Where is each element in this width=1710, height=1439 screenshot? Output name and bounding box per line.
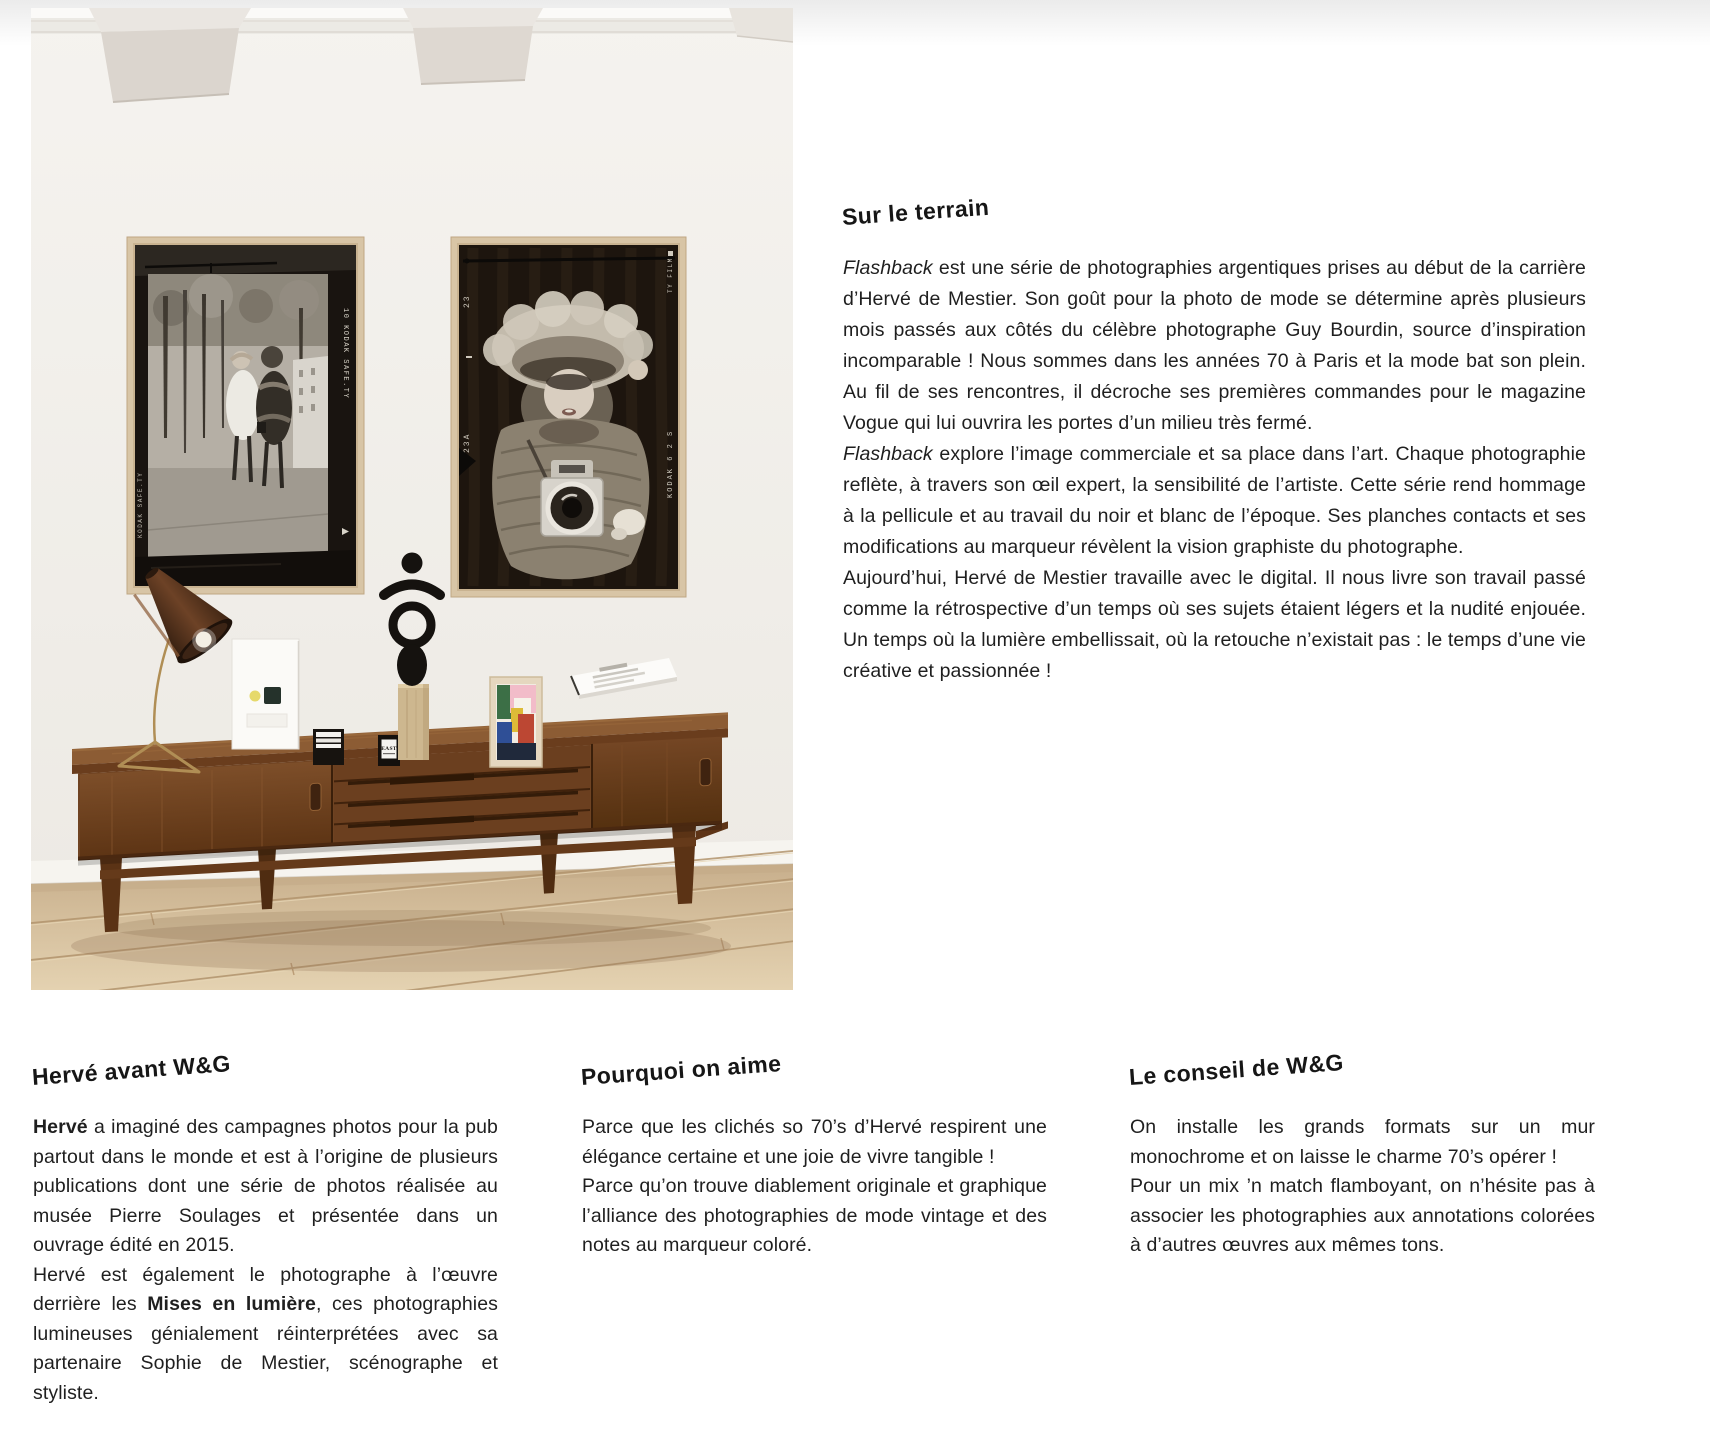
film-edge-text-right: 10 KODAK SAFE.TY <box>341 308 349 400</box>
door-handle-left <box>310 783 321 811</box>
italic-flashback: Flashback <box>843 443 933 465</box>
col2-paragraph-2: Parce qu’on trouve diablement originale et graphique l’alliance des photographies de mode vintage et des notes au marqueur coloré. <box>582 1175 1047 1256</box>
italic-flashback: Flashback <box>843 257 933 279</box>
art-card <box>232 639 299 749</box>
heading-sur-le-terrain: Sur le terrain <box>841 193 991 231</box>
col1-paragraph-2: Hervé est également le photographe à l’œuvre derrière les Mises en lumière, ces photographies lumineuses génialement réinterprétées avec sa partenaire Sophie de Mestier, scénographe et styliste. <box>33 1263 498 1404</box>
matchbox-label: EAST <box>381 746 397 752</box>
terrain-paragraph-3: Aujourd’hui, Hervé de Mestier travaille avec le digital. Il nous livre son travail passé comme la rétrospective d’un temps où ses sujets étaient légers et la nudité enjouée. Un temps où la lumière embellissait, où la retouche n’existait pas : le temps d’une vie créative et passionnée ! <box>843 567 1586 682</box>
green-square <box>264 687 281 704</box>
bold-herve: Hervé <box>33 1116 88 1138</box>
terrain-paragraph-1: Flashback est une série de photographies argentiques prises au début de la carrière d’Hervé de Mestier. Son goût pour la photo de mode se détermine après plusieurs mois passés aux côtés du célèbre photographe Guy Bourdin, source d’inspiration incomparable ! Nous sommes dans les années 70 à Paris et la mode bat son plein. Au fil de ses rencontres, il décroche ses premières commandes pour le magazine Vogue qui lui ouvrira les portes d’un milieu très fermé. <box>843 257 1586 434</box>
film-number-23: 23 <box>463 294 472 308</box>
framed-photo-right <box>451 237 686 597</box>
yellow-dot <box>250 691 261 702</box>
heading-pourquoi-on-aime: Pourquoi on aime <box>580 1050 783 1091</box>
heading-herve-avant-wg: Hervé avant W&G <box>31 1050 232 1091</box>
door-handle-right <box>700 758 711 786</box>
framed-photo-left <box>127 237 364 594</box>
photo-two-women-street <box>148 274 328 557</box>
col2-paragraph-1: Parce que les clichés so 70’s d’Hervé respirent une élégance certaine et une joie de vivre tangible ! <box>582 1116 1047 1168</box>
section-pourquoi-on-aime <box>580 1050 1047 1261</box>
section-herve-avant-wg <box>31 1050 498 1408</box>
photo-woman-fur-hat-camera <box>483 291 653 579</box>
section-sur-le-terrain <box>841 193 1586 687</box>
black-box-papers <box>313 729 344 765</box>
col1-paragraph-1: Hervé a imaginé des campagnes photos pour la pub partout dans le monde et est à l’origine de plusieurs publications dont une série de photos réalisée au musée Pierre Soulages et présentée dans un ouvrage édité en 2015. <box>33 1116 498 1256</box>
mini-framed-artwork <box>490 677 542 767</box>
film-edge-text-left: KODAK SAFE.TY <box>137 471 144 538</box>
heading-conseil-de-wg: Le conseil de W&G <box>1128 1049 1345 1091</box>
section-conseil-de-wg <box>1128 1049 1595 1261</box>
matchbox-east <box>378 735 400 766</box>
col3-paragraph-2: Pour un mix ’n match flamboyant, on n’hésite pas à associer les photographies aux annotations colorées à d’autres œuvres aux mêmes tons. <box>1130 1175 1595 1256</box>
film-edge-text-tyfilm: TY FILM <box>667 257 674 293</box>
film-number-23a: 23A <box>463 432 472 453</box>
terrain-paragraph-2: Flashback explore l’image commerciale et sa place dans l’art. Chaque photographie reflète, à travers son œil expert, la sensibilité de l’artiste. Cette série rend hommage à la pellicule et au travail du noir et blanc de l’époque. Ses planches contacts et ses modifications au marqueur révèlent la vision graphiste du photographe. <box>843 443 1586 558</box>
col3-paragraph-1: On installe les grands formats sur un mur monochrome et on laisse le charme 70’s opérer ! <box>1130 1116 1595 1168</box>
film-edge-text-kodak: KODAK 6 2 S <box>667 429 675 498</box>
interior-photo <box>31 8 793 990</box>
bold-mises-en-lumiere: Mises en lumière <box>147 1293 316 1315</box>
